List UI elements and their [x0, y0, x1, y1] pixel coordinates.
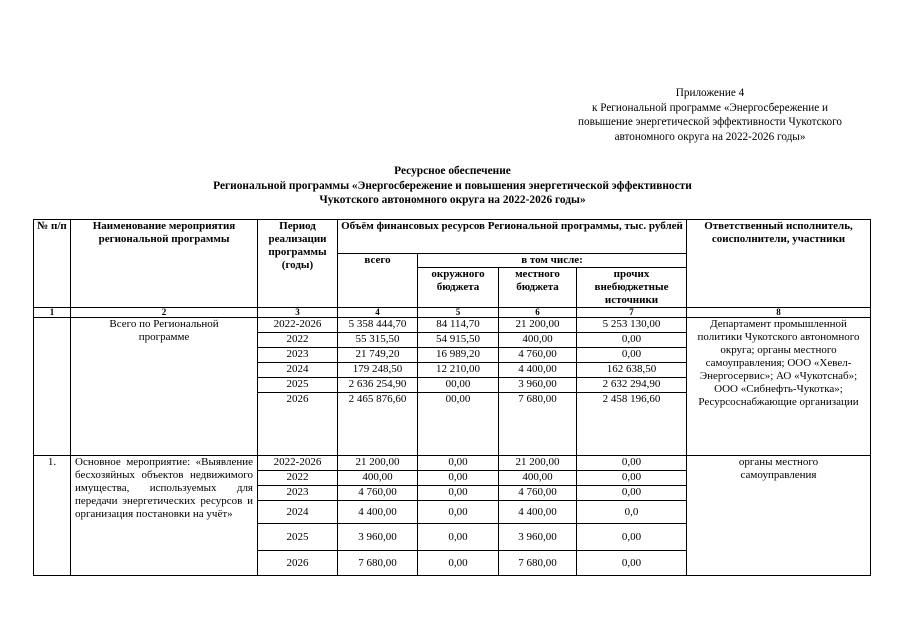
row-local: 4 400,00 — [499, 501, 577, 524]
row-other: 0,00 — [577, 333, 687, 348]
column-number: 8 — [687, 308, 871, 318]
header-responsible: Ответственный исполнитель, соисполнители, участники — [687, 220, 871, 308]
row-year: 2022-2026 — [258, 456, 338, 471]
column-number: 2 — [71, 308, 258, 318]
row-local: 21 200,00 — [499, 456, 577, 471]
row-total: 4 400,00 — [338, 501, 418, 524]
header-local: местного бюджета — [499, 268, 577, 308]
row-district: 0,00 — [418, 486, 499, 501]
table-row — [34, 456, 871, 471]
resource-table — [33, 219, 871, 576]
row-num: 1. — [34, 456, 71, 576]
annex-line: повышение энергетической эффективности Чукотского — [577, 116, 843, 129]
column-number: 4 — [338, 308, 418, 318]
row-year: 2026 — [258, 551, 338, 576]
header-other: прочих внебюджетные источники — [577, 268, 687, 308]
row-district: 12 210,00 — [418, 363, 499, 378]
row-local: 4 760,00 — [499, 348, 577, 363]
row-other: 0,00 — [577, 551, 687, 576]
row-district: 00,00 — [418, 378, 499, 393]
row-other: 0,00 — [577, 471, 687, 486]
row-name: Основное мероприятие: «Выявление бесхозяйных объектов недвижимого имущества, используемых для передачи энергетических ресурсов и организация постановки на учёт» — [71, 456, 258, 576]
annex-line: к Региональной программе «Энергосбережение и — [592, 101, 828, 114]
row-year: 2023 — [258, 486, 338, 501]
title-line: Чукотского автономного округа на 2022-2026 годы» — [319, 194, 586, 207]
row-total: 2 636 254,90 — [338, 378, 418, 393]
annex-line: Приложение 4 — [675, 87, 745, 99]
header-including: в том числе: — [418, 254, 687, 268]
annex-note — [540, 86, 880, 144]
row-year: 2023 — [258, 348, 338, 363]
row-local: 7 680,00 — [499, 393, 577, 456]
row-other: 0,00 — [577, 348, 687, 363]
row-local: 4 760,00 — [499, 486, 577, 501]
row-total: 179 248,50 — [338, 363, 418, 378]
title-line: Ресурсное обеспечение — [394, 165, 511, 177]
row-district: 0,00 — [418, 501, 499, 524]
row-local: 4 400,00 — [499, 363, 577, 378]
row-district: 84 114,70 — [418, 318, 499, 333]
row-district: 0,00 — [418, 551, 499, 576]
row-total: 5 358 444,70 — [338, 318, 418, 333]
row-other: 0,00 — [577, 486, 687, 501]
row-other: 2 632 294,90 — [577, 378, 687, 393]
row-other: 162 638,50 — [577, 363, 687, 378]
row-name: Всего по Региональной программе — [71, 318, 258, 456]
column-number: 5 — [418, 308, 499, 318]
row-year: 2025 — [258, 378, 338, 393]
row-year: 2026 — [258, 393, 338, 456]
row-other: 0,00 — [577, 524, 687, 551]
row-local: 400,00 — [499, 333, 577, 348]
row-total: 21 749,20 — [338, 348, 418, 363]
row-local: 7 680,00 — [499, 551, 577, 576]
row-local: 21 200,00 — [499, 318, 577, 333]
column-number: 1 — [34, 308, 71, 318]
row-district: 0,00 — [418, 524, 499, 551]
row-local: 3 960,00 — [499, 524, 577, 551]
row-district: 0,00 — [418, 471, 499, 486]
row-district: 16 989,20 — [418, 348, 499, 363]
row-total: 3 960,00 — [338, 524, 418, 551]
row-responsible: Департамент промышленной политики Чукотского автономного округа; органы местного самоуправления; ООО «Хевел-Энергосервис»; АО «Чукотснаб»; ООО «Сибнефть-Чукотка»; Ресурсоснабжающие организации — [687, 318, 871, 456]
row-total: 21 200,00 — [338, 456, 418, 471]
header-district: окружного бюджета — [418, 268, 499, 308]
row-year: 2025 — [258, 524, 338, 551]
row-other: 0,0 — [577, 501, 687, 524]
column-number: 6 — [499, 308, 577, 318]
column-number: 3 — [258, 308, 338, 318]
row-district: 00,00 — [418, 393, 499, 456]
row-year: 2022 — [258, 471, 338, 486]
row-total: 2 465 876,60 — [338, 393, 418, 456]
row-other: 5 253 130,00 — [577, 318, 687, 333]
header-volume: Объём финансовых ресурсов Региональной программы, тыс. рублей — [338, 220, 687, 254]
row-year: 2024 — [258, 501, 338, 524]
column-number-row — [34, 308, 871, 318]
row-district: 0,00 — [418, 456, 499, 471]
header-total: всего — [338, 254, 418, 308]
row-responsible: органы местного самоуправления — [687, 456, 871, 576]
table-row — [34, 318, 871, 333]
row-local: 400,00 — [499, 471, 577, 486]
row-num — [34, 318, 71, 456]
title-line: Региональной программы «Энергосбережение и повышения энергетической эффективности — [213, 179, 692, 192]
row-year: 2022-2026 — [258, 318, 338, 333]
header-num: № п/п — [34, 220, 71, 308]
header-period: Период реализации программы (годы) — [258, 220, 338, 308]
row-year: 2024 — [258, 363, 338, 378]
row-other: 0,00 — [577, 456, 687, 471]
header-name: Наименование мероприятия региональной программы — [71, 220, 258, 308]
row-year: 2022 — [258, 333, 338, 348]
row-other: 2 458 196,60 — [577, 393, 687, 456]
document-title — [100, 164, 805, 208]
row-total: 55 315,50 — [338, 333, 418, 348]
column-number: 7 — [577, 308, 687, 318]
row-total: 7 680,00 — [338, 551, 418, 576]
annex-line: автономного округа на 2022-2026 годы» — [614, 130, 806, 143]
row-local: 3 960,00 — [499, 378, 577, 393]
row-total: 4 760,00 — [338, 486, 418, 501]
row-district: 54 915,50 — [418, 333, 499, 348]
row-total: 400,00 — [338, 471, 418, 486]
